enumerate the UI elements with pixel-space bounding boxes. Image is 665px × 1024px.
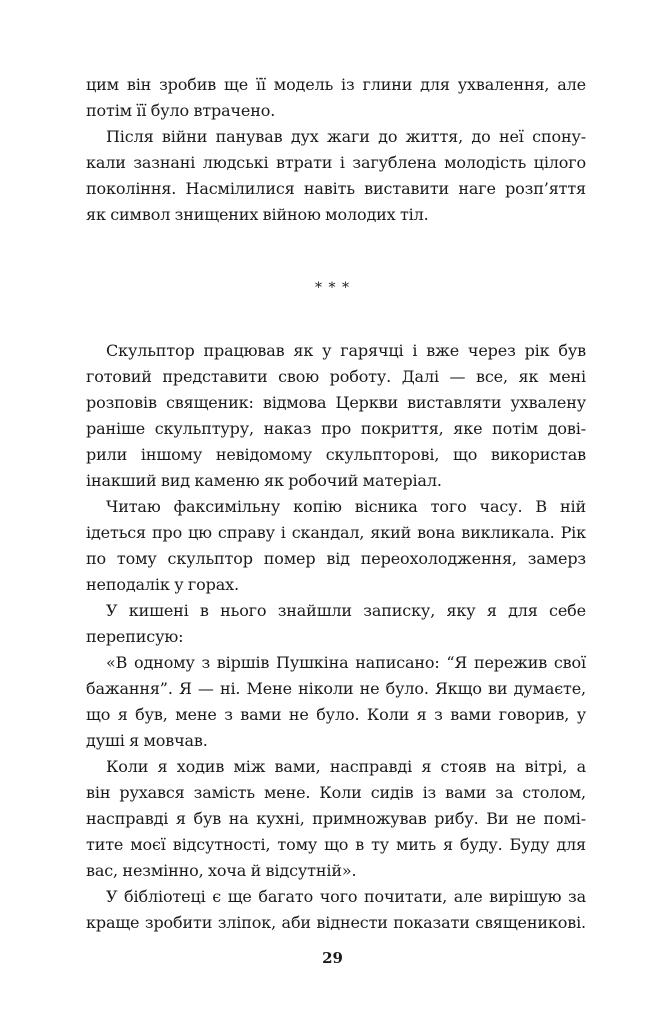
text-line: як символ знищених війною молодих тіл. xyxy=(86,205,429,224)
text-line: Скульптор працював як у гарячці і вже через рік був xyxy=(106,341,586,360)
text-line: він рухався замість мене. Коли сидів із вами за столом, xyxy=(86,783,586,802)
text-line: неподалік у горах. xyxy=(86,575,239,594)
text-line: готовий представити свою роботу. Далі — все, як мені xyxy=(86,367,586,386)
text-line: покоління. Насмілилися навіть виставити наге розп’яття xyxy=(86,179,586,198)
text-line: Читаю факсимільну копію вісника того часу. В ній xyxy=(106,497,586,516)
text-line: розповів священик: відмова Церкви виставляти ухвалену xyxy=(86,393,586,412)
text-line: тите моєї відсутності, тому що в ту мить я буду. Буду для xyxy=(86,835,586,854)
text-line: душі я мовчав. xyxy=(86,731,208,750)
text-line: кали зазнані людські втрати і загублена молодість цілого xyxy=(86,153,586,172)
text-block-after-separator xyxy=(86,338,586,936)
text-line: потім її було втрачено. xyxy=(86,101,276,120)
text-line: інакший вид каменю як робочий матеріал. xyxy=(86,471,442,490)
text-line: раніше скульптуру, наказ про покриття, яке потім дові- xyxy=(86,419,586,438)
text-line: цим він зробив ще її модель із глини для ухвалення, але xyxy=(86,75,586,94)
text-line: насправді я був на кухні, примножував рибу. Ви не помі- xyxy=(86,809,586,828)
text-line: Коли я ходив між вами, насправді я стояв на вітрі, а xyxy=(106,757,586,776)
text-block-before-separator xyxy=(86,72,586,228)
text-line: по тому скульптор помер від переохолодження, замерз xyxy=(86,549,586,568)
text-line: Після війни панував дух жаги до життя, до неї спону- xyxy=(106,127,586,146)
text-line: що я був, мене з вами не було. Коли я з вами говорив, у xyxy=(86,705,586,724)
text-line: «В одному з віршів Пушкіна написано: “Я пережив свої xyxy=(106,653,586,672)
text-line: бажання”. Я — ні. Мене ніколи не було. Якщо ви думаєте, xyxy=(86,679,586,698)
text-line: краще зробити зліпок, аби віднести показати священикові. xyxy=(86,913,586,932)
text-line: У бібліотеці є ще багато чого почитати, але вирішую за xyxy=(106,887,586,906)
section-separator: * * * xyxy=(315,280,350,296)
text-line: ідеться про цю справу і скандал, який вона викликала. Рік xyxy=(86,523,586,542)
text-line: переписую: xyxy=(86,627,184,646)
text-line: вас, незмінно, хоча й відсутній». xyxy=(86,861,357,880)
text-line: рили іншому невідомому скульпторові, що використав xyxy=(86,445,586,464)
text-line: У кишені в нього знайшли записку, яку я для себе xyxy=(106,601,586,620)
page-number: 29 xyxy=(322,949,343,967)
